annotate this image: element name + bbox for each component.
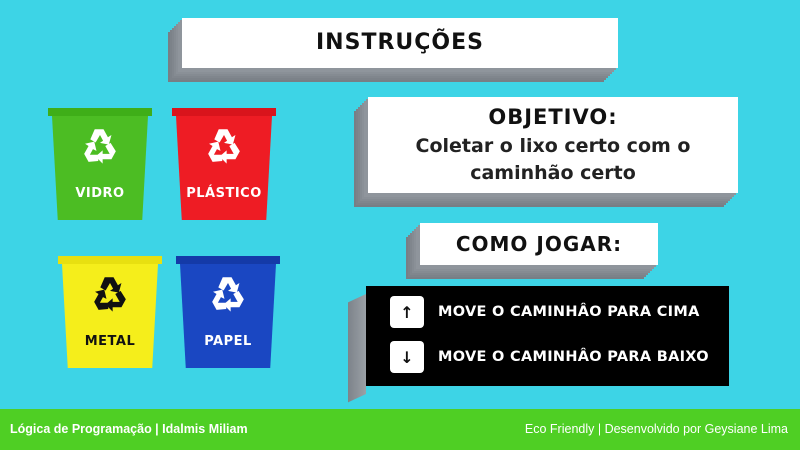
recycle-icon: [206, 272, 250, 316]
arrow-down-icon: ↓: [390, 341, 424, 373]
page-title: INSTRUÇÕES: [316, 30, 484, 55]
bin-lid: [176, 256, 280, 264]
bin-lid: [48, 108, 152, 116]
control-row-down: [390, 341, 709, 373]
bin-label: PAPEL: [204, 334, 252, 349]
instructions-panel: [182, 18, 618, 68]
recycle-icon: [88, 272, 132, 316]
objective-line-2: caminhão certo: [470, 162, 636, 184]
how-to-play-panel: [420, 223, 658, 265]
bin-label: VIDRO: [75, 186, 125, 201]
control-label: MOVE O CAMINHÂO PARA CIMA: [438, 304, 700, 320]
footer-credits-left: Lógica de Programação | Idalmis Miliam: [10, 422, 248, 436]
control-row-up: [390, 296, 700, 328]
objective-panel: [368, 97, 738, 193]
controls-panel: [366, 286, 729, 386]
bin-label: PLÁSTICO: [186, 186, 262, 201]
bin-lid: [172, 108, 276, 116]
footer-credits-right: Eco Friendly | Desenvolvido por Geysiane Lima: [524, 422, 788, 436]
recycle-icon: [202, 124, 246, 168]
bin-lid: [58, 256, 162, 264]
arrow-up-icon: ↑: [390, 296, 424, 328]
recycle-icon: [78, 124, 122, 168]
objective-line-1: Coletar o lixo certo com o: [415, 135, 691, 157]
footer-bar: [0, 409, 800, 450]
how-to-play-title: COMO JOGAR:: [455, 232, 623, 256]
objective-title: OBJETIVO:: [488, 105, 618, 129]
objective-description: [368, 133, 738, 187]
control-label: MOVE O CAMINHÂO PARA BAIXO: [438, 349, 709, 365]
bin-label: METAL: [84, 334, 136, 349]
